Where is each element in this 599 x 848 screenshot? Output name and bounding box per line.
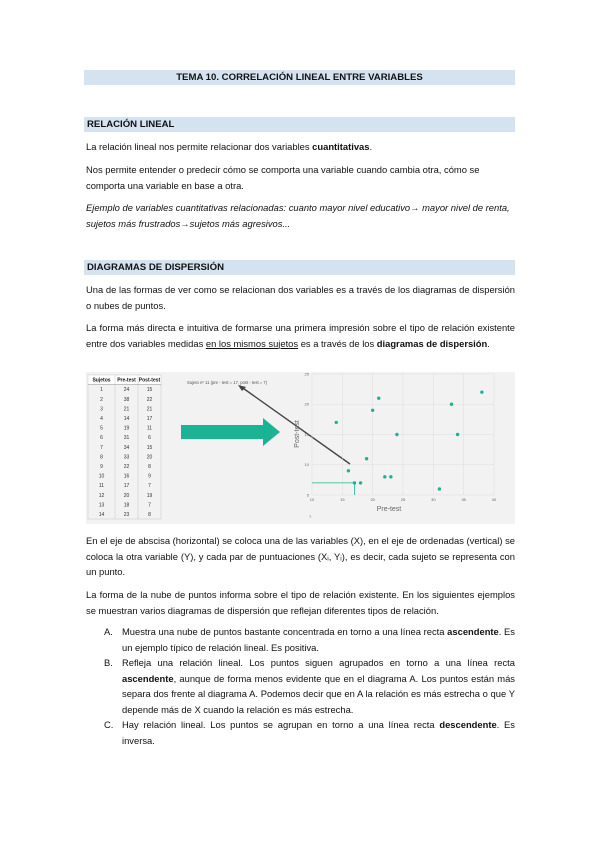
scatter-point [389,475,392,478]
p5-underline: en los mismos sujetos [205,337,299,349]
list-a-text: Muestra una nube de puntos bastante concentrada en torno a una línea recta [122,626,448,637]
paragraph-relacion-explicacion: Nos permite entender o predecir cómo se comporta una variable cuando cambia otra, cómo se comporta una variable en base a otra. [86,164,480,191]
list-item-a [122,624,515,655]
table-cell: 19 [123,425,130,432]
table-cell: 8 [100,454,103,461]
table-cell: 19 [146,492,153,499]
table-cell: 17 [146,416,153,422]
scatter-point [480,390,483,393]
table-cell: 6 [148,435,151,442]
p1-end: . [369,141,373,152]
table-cell: 1 [100,387,103,394]
x-tick-label: 10 [309,497,315,502]
paragraph-nube: La forma de la nube de puntos informa sobre el tipo de relación existente. En los siguientes ejemplos se muestran varios diagramas de dispersión que reflejan diferentes tipos de relación. [86,589,515,616]
list-marker-a: A. [104,626,113,637]
list-c-bold: descendente [439,719,497,730]
scatter-point [347,469,350,472]
list-marker-b: B. [104,657,113,668]
table-cell: 6 [100,435,103,442]
table-cell: 10 [98,473,105,480]
teal-arrow-icon [181,418,280,446]
table-cell: 34 [123,444,130,451]
list-b-bold: ascendente [122,672,174,684]
scatter-figure-svg [86,372,515,524]
table-cell: 22 [146,396,153,403]
paragraph-ejes: En el eje de abscisa (horizontal) se coloca una de las variables (X), en el eje de ordenadas (vertical) se coloca la otra variable (Y), y cada par de puntuaciones (Xᵢ, Yᵢ), es decir, cada sujeto se representa con un punto. [86,535,515,577]
scatter-point [365,457,368,460]
table-cell: 15 [146,444,153,451]
y-tick-label: 10 [304,462,309,468]
table-cell: 23 [123,512,130,518]
list-marker-c: C. [104,719,114,730]
table-cell: 21 [146,406,153,413]
paragraph-diagramas-intro: Una de las formas de ver como se relacionan dos variables es a través de los diagramas de dispersión o nubes de puntos. [86,284,515,311]
table-cell: 7 [148,483,151,490]
scatter-point [438,487,441,490]
x-axis-label: Pre-test [376,506,402,513]
y-tick-label: 20 [304,401,309,407]
paragraph-ejemplo [86,200,515,231]
table-cell: 8 [148,464,151,470]
table-cell: 31 [123,435,130,442]
scatter-point [456,433,459,436]
table-cell: 17 [123,483,130,490]
table-cell: 5 [100,425,103,432]
y-tick-label: 5 [306,492,309,498]
x-tick-label: 40 [491,497,497,502]
p5-text: La forma más directa e intuitiva de formarse una primera impresión sobre el tipo de relación existente entre dos variables medidas [86,322,515,349]
table-cell: 9 [148,473,151,480]
paragraph-diagramas-directa [86,320,515,351]
paragraph-relacion-definicion [86,139,515,155]
scatter-point [450,403,453,406]
scatter-point [377,397,380,400]
p1-bold: cuantitativas [312,141,370,152]
list-a-end: . Es un ejemplo típico de relación lineal. Es positiva. [122,626,515,653]
document-title: TEMA 10. CORRELACIÓN LINEAL ENTRE VARIABLES [84,70,515,85]
list-c-text: Hay relación lineal. Los puntos se agrupan en torno a una línea recta [122,719,440,730]
scatter-point [371,409,374,412]
table-cell: 33 [123,454,130,461]
table-cell: 20 [123,492,130,499]
p5-bold: diagramas de dispersión [376,337,488,349]
example-italic: Ejemplo de variables cuantitativas relacionadas: cuanto mayor nivel educativo→ mayor nivel de renta, sujetos más frustrados→sujetos más agresivos... [86,202,510,229]
data-table [88,375,161,519]
table-cell: 11 [98,483,105,490]
table-cell: 24 [123,387,130,394]
scatter-figure [86,372,515,524]
table-cell: 15 [146,387,153,394]
table-cell: 7 [148,502,151,509]
x-tick-label: 30 [431,497,436,502]
x-tick-label: 25 [400,497,406,502]
table-cell: 7 [100,444,103,451]
table-cell: 4 [100,416,103,422]
scatter-point [383,475,386,478]
list-a-bold: ascendente [447,626,499,637]
table-cell: 38 [123,396,130,403]
p5-text-2: es a través de los [298,337,377,349]
scatter-point [353,481,356,484]
table-cell: 9 [100,464,103,470]
table-cell: 12 [98,492,105,499]
list-c-end: . Es inversa. [122,719,515,746]
table-header-cell: Pre-test [117,377,136,384]
table-cell: 21 [123,406,130,413]
list-item-b [122,655,515,717]
table-cell: 20 [146,454,153,461]
table-cell: 18 [123,502,130,509]
section-heading-relacion-lineal: RELACIÓN LINEAL [84,117,515,132]
question-mark: ? [309,514,312,519]
table-header-cell: Sujetos [92,377,111,384]
list-item-c [122,717,515,748]
scatter-point [335,421,338,424]
list-b-end: , aunque de forma menos evidente que en el diagrama A. Los puntos están más separa dos frente al diagrama A. Podemos decir que en A la relación es más estrecha o que Y depende más de X cuando la relación es más estrecha. [122,672,515,715]
y-tick-label: 15 [304,431,309,437]
y-axis-label: Post-test [294,420,301,448]
table-cell: 14 [123,416,130,422]
p5-end: . [487,337,490,349]
table-cell: 11 [146,425,153,432]
table-cell: 22 [123,464,130,470]
scatter-point [395,433,398,436]
table-header-cell: Post-test [138,377,161,384]
table-cell: 3 [100,406,103,413]
y-tick-label: 25 [304,372,309,377]
table-cell: 16 [123,473,130,480]
table-cell: 14 [98,512,105,518]
p1-text: La relación lineal nos permite relacionar dos variables [86,141,313,152]
figure-annotation: Sujeto nº 11 (pre - test = 17, post - test = 7) [187,380,268,385]
table-cell: 2 [100,396,103,403]
x-tick-label: 35 [461,497,466,502]
table-cell: 13 [98,502,105,509]
section-heading-diagramas: DIAGRAMAS DE DISPERSIÓN [84,260,515,275]
table-cell: 8 [148,512,151,518]
x-tick-label: 20 [370,497,375,502]
scatter-plot [305,372,497,502]
scatter-point [359,481,362,484]
list-b-text: Refleja una relación lineal. Los puntos siguen agrupados en torno a una línea recta [122,657,515,668]
x-tick-label: 15 [340,497,345,502]
